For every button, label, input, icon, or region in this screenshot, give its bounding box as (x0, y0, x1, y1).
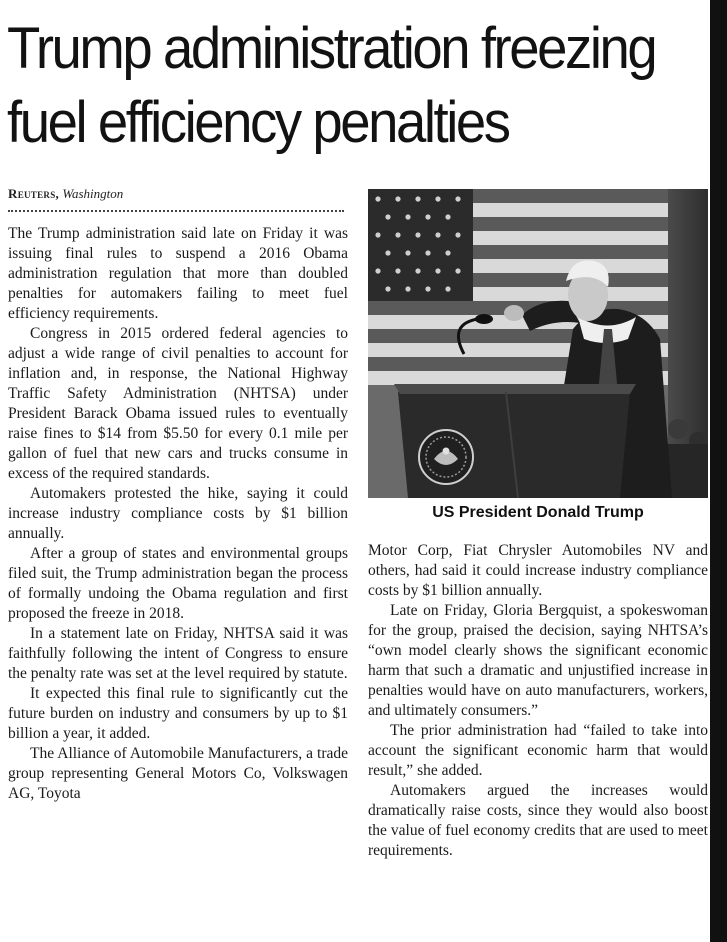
headline: Trump administration freezing fuel efficiency penalties (7, 16, 656, 155)
paragraph: Late on Friday, Gloria Bergquist, a spokeswoman for the group, praised the decision, saying NHTSA’s “own model clearly shows the significant economic harm that such a dramatic and unjustified increase in penalties would have on auto manufacturers, workers, and ultimately consumers.” (368, 602, 708, 719)
presidential-seal (419, 430, 473, 484)
paragraph: The Trump administration said late on Friday it was issuing final rules to suspend a 2016 Obama administration regulation that more than doubled penalties for automakers failing to meet fuel efficiency requirements. (8, 225, 348, 322)
photo-caption: US President Donald Trump (432, 504, 644, 521)
paragraph: It expected this final rule to significantly cut the future burden on industry and consumers by up to $1 billion a year, it added. (8, 685, 348, 742)
page-edge-shadow (710, 0, 727, 942)
paragraph: The Alliance of Automobile Manufacturers, a trade group representing General Motors Co, Volkswagen AG, Toyota (8, 745, 348, 802)
paragraph: The prior administration had “failed to take into account the significant economic harm that would result,” she added. (368, 722, 708, 779)
byline-source: Reuters, (8, 186, 60, 201)
flag-canton (368, 189, 473, 301)
byline (8, 186, 123, 202)
paragraph: After a group of states and environmental groups filed suit, the Trump administration began the process of formally undoing the Obama regulation and first proposed the freeze in 2018. (8, 545, 348, 622)
paragraph: Motor Corp, Fiat Chrysler Automobiles NV and others, had said it could increase industry compliance costs by $1 billion annually. (368, 542, 708, 599)
article-column-1 (8, 224, 348, 804)
byline-location: Washington (62, 186, 124, 201)
article-column-2 (368, 541, 708, 861)
flag-podium-speaker-illustration (368, 189, 708, 498)
paragraph: In a statement late on Friday, NHTSA said it was faithfully following the intent of Congress to ensure the penalty rate was set at the level required by statute. (8, 625, 348, 682)
paragraph: Congress in 2015 ordered federal agencies to adjust a wide range of civil penalties to account for inflation and, in response, the National Highway Traffic Safety Administration (NHTSA) under President Barack Obama issued rules to eventually raise fines to $14 from $5.50 for every 0.1 mile per gallon of fuel that new cars and trucks consume in excess of the required standards. (8, 325, 348, 482)
paragraph: Automakers argued the increases would dramatically raise costs, since they would also boost the value of fuel economy credits that are used to meet requirements. (368, 782, 708, 859)
paragraph: Automakers protested the hike, saying it could increase industry compliance costs by $1 billion annually. (8, 485, 348, 542)
dotted-rule (8, 210, 344, 212)
news-photo (368, 189, 708, 498)
